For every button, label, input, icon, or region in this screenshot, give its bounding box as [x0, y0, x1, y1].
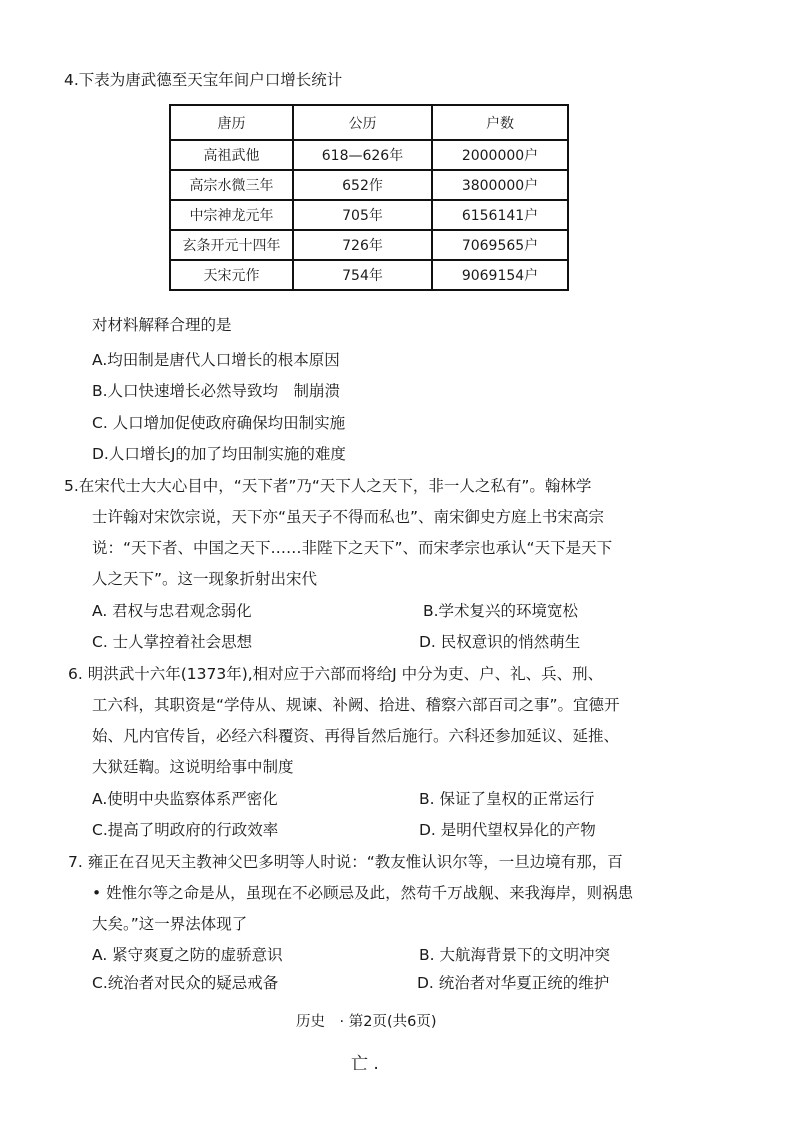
stray-mark: 亡 . — [351, 1054, 379, 1074]
question-4-stem: 4.下表为唐武德至天宝年间户口增长统计 — [64, 71, 343, 89]
table-row — [170, 230, 568, 260]
table-cell: 中宗神龙元年 — [170, 200, 293, 230]
question-7-line: 大矣。”这一界法体现了 — [92, 915, 248, 933]
table-cell: 618—626年 — [293, 140, 432, 170]
table-header-row — [170, 105, 568, 140]
question-7-line: • 姓惟尔等之命是从，虽现在不必顾忌及此，然苟千万战舰、来我海岸，则祸患 — [92, 884, 634, 902]
page-footer: 历史 · 第2页(共6页) — [296, 1014, 437, 1030]
table-cell: 6156141户 — [432, 200, 568, 230]
question-6-line: 始、凡内官传旨，必经六科覆资、再得旨然后施行。六科还参加延议、延推、 — [92, 727, 620, 745]
option-7b: B. 大航海背景下的文明冲突 — [419, 946, 610, 964]
option-4b: B.人口快速增长必然导致均 制崩溃 — [92, 382, 341, 400]
table-row — [170, 260, 568, 290]
table-cell: 玄条开元十四年 — [170, 230, 293, 260]
option-4c: C. 人口增加促使政府确保均田制实施 — [92, 414, 346, 432]
table-cell: 高宗水微三年 — [170, 170, 293, 200]
table-cell: 2000000户 — [432, 140, 568, 170]
question-5-line: 说：“天下者、中国之天下……非陛下之天下”、而宋孝宗也承认“天下是天下 — [92, 539, 613, 557]
table-row — [170, 140, 568, 170]
question-6-line: 工六科，其职资是“学侍从、规谏、补阙、拾进、稽察六部百司之事”。宜德开 — [92, 696, 620, 714]
option-6b: B. 保证了皇权的正常运行 — [419, 790, 595, 808]
option-6a: A.使明中央监察体系严密化 — [92, 790, 278, 808]
table-cell: 3800000户 — [432, 170, 568, 200]
question-5-line: 士许翰对宋饮宗说，天下亦“虽天子不得而私也”、南宋御史方庭上书宋高宗 — [92, 508, 605, 526]
table-cell: 705年 — [293, 200, 432, 230]
option-6c: C.提高了明政府的行政效率 — [92, 821, 279, 839]
household-statistics-table — [169, 104, 569, 291]
option-5a: A. 君权与忠君观念弱化 — [92, 602, 252, 620]
table-cell: 652作 — [293, 170, 432, 200]
option-6d: D. 是明代望权异化的产物 — [419, 821, 596, 839]
table-row — [170, 170, 568, 200]
option-5d: D. 民权意识的悄然萌生 — [419, 633, 581, 651]
option-7a: A. 紧守爽夏之防的虚骄意识 — [92, 946, 283, 964]
table-header: 唐历 — [170, 105, 293, 140]
table-header: 公历 — [293, 105, 432, 140]
table-cell: 754年 — [293, 260, 432, 290]
table-cell: 天宋元作 — [170, 260, 293, 290]
table-cell: 9069154户 — [432, 260, 568, 290]
question-4-prompt: 对材料解释合理的是 — [92, 316, 232, 334]
option-5c: C. 士人掌控着社会思想 — [92, 633, 253, 651]
option-7c: C.统治者对民众的疑忌戒备 — [92, 974, 279, 992]
question-6-line: 大狱廷鞫。这说明给事中制度 — [92, 758, 294, 776]
table-cell: 726年 — [293, 230, 432, 260]
question-5-line: 人之天下”。这一现象折射出宋代 — [92, 570, 318, 588]
table-header: 户数 — [432, 105, 568, 140]
option-4d: D.人口增长J的加了均田制实施的难度 — [92, 445, 346, 463]
option-4a: A.均田制是唐代人口增长的根本原因 — [92, 351, 340, 369]
question-5-line: 5.在宋代士大大心目中，“天下者”乃“天下人之天下，非一人之私有”。翰林学 — [64, 477, 592, 495]
question-6-line: 6. 明洪武十六年(1373年),相对应于六部而将给J 中分为吏、户、礼、兵、刑、 — [68, 665, 604, 683]
option-7d: D. 统治者对华夏正统的维护 — [417, 974, 610, 992]
table-cell: 7069565户 — [432, 230, 568, 260]
question-7-line: 7. 雍正在召见天主教神父巴多明等人时说：“教友惟认识尔等，一旦边境有那，百 — [68, 853, 623, 871]
table-row — [170, 200, 568, 230]
option-5b: B.学术复兴的环境宽松 — [423, 602, 579, 620]
table-cell: 高祖武他 — [170, 140, 293, 170]
